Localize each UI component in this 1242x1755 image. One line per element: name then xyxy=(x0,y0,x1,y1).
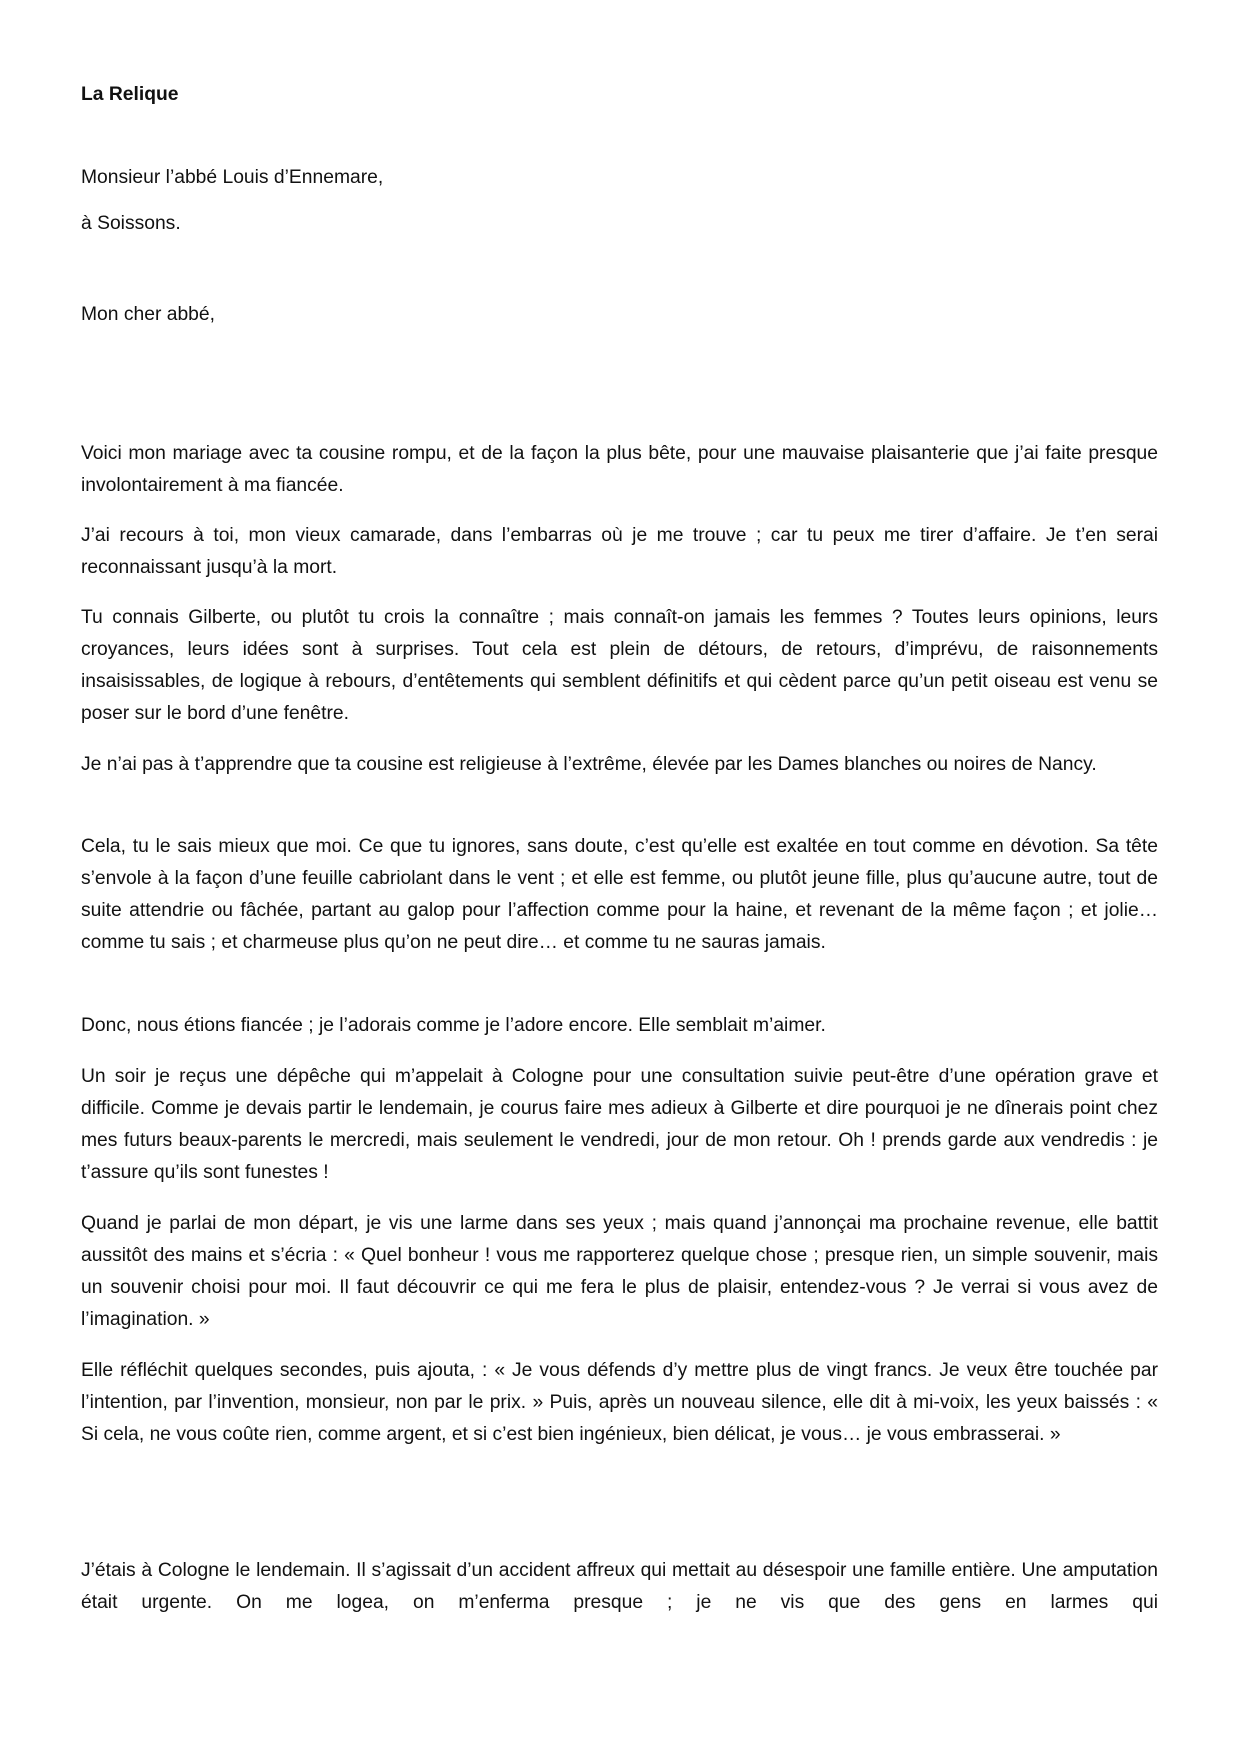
paragraph: Voici mon mariage avec ta cousine rompu, et de la façon la plus bête, pour une mauvaise plaisanterie que j’ai faite presque involontairement à ma fiancée. xyxy=(81,443,1158,496)
document-title: La Relique xyxy=(81,84,179,105)
recipient-name: Monsieur l’abbé Louis d’Ennemare, xyxy=(81,167,384,188)
paragraph: J’étais à Cologne le lendemain. Il s’agissait d’un accident affreux qui mettait au désespoir une famille entière. Une amputation était urgente. On me logea, on m’enferma presque ; je ne vis que des gens en larmes qui xyxy=(81,1560,1158,1613)
paragraph: Quand je parlai de mon départ, je vis une larme dans ses yeux ; mais quand j’annonçai ma prochaine revenue, elle battit aussitôt des mains et s’écria : « Quel bonheur ! vous me rapporterez quelque chose ; presque rien, un simple souvenir, mais un souvenir choisi pour moi. Il faut découvrir ce qui me fera le plus de plaisir, entendez-vous ? Je verrai si vous avez de l’imagination. » xyxy=(81,1213,1158,1330)
paragraph: Je n’ai pas à t’apprendre que ta cousine est religieuse à l’extrême, élevée par les Dames blanches ou noires de Nancy. xyxy=(81,754,1097,775)
paragraph: Elle réfléchit quelques secondes, puis ajouta, : « Je vous défends d’y mettre plus de vingt francs. Je veux être touchée par l’intention, par l’invention, monsieur, non par le prix. » Puis, après un nouveau silence, elle dit à mi-voix, les yeux baissés : « Si cela, ne vous coûte rien, comme argent, et si c’est bien ingénieux, bien délicat, je vous… je vous embrasserai. » xyxy=(81,1360,1158,1445)
paragraph: Un soir je reçus une dépêche qui m’appelait à Cologne pour une consultation suivie peut-être d’une opération grave et difficile. Comme je devais partir le lendemain, je courus faire mes adieux à Gilberte et dire pourquoi je ne dînerais point chez mes futurs beaux-parents le mercredi, mais seulement le vendredi, jour de mon retour. Oh ! prends garde aux vendredis : je t’assure qu’ils sont funestes ! xyxy=(81,1066,1158,1183)
paragraph: Tu connais Gilberte, ou plutôt tu crois la connaître ; mais connaît-on jamais les femmes ? Toutes leurs opinions, leurs croyances, leurs idées sont à surprises. Tout cela est plein de détours, de retours, d’imprévu, de raisonnements insaisissables, de logique à rebours, d’entêtements qui semblent définitifs et qui cèdent parce qu’un petit oiseau est venu se poser sur le bord d’une fenêtre. xyxy=(81,607,1158,724)
recipient-place: à Soissons. xyxy=(81,213,181,234)
paragraph: Donc, nous étions fiancée ; je l’adorais comme je l’adore encore. Elle semblait m’aimer. xyxy=(81,1015,826,1036)
paragraph: J’ai recours à toi, mon vieux camarade, dans l’embarras où je me trouve ; car tu peux me tirer d’affaire. Je t’en serai reconnaissant jusqu’à la mort. xyxy=(81,525,1158,578)
salutation: Mon cher abbé, xyxy=(81,304,215,325)
paragraph: Cela, tu le sais mieux que moi. Ce que tu ignores, sans doute, c’est qu’elle est exaltée en tout comme en dévotion. Sa tête s’envole à la façon d’une feuille cabriolant dans le vent ; et elle est femme, ou plutôt jeune fille, plus qu’aucune autre, tout de suite attendrie ou fâchée, partant au galop pour l’affection comme pour la haine, et revenant de la même façon ; et jolie… comme tu sais ; et charmeuse plus qu’on ne peut dire… et comme tu ne sauras jamais. xyxy=(81,836,1158,953)
